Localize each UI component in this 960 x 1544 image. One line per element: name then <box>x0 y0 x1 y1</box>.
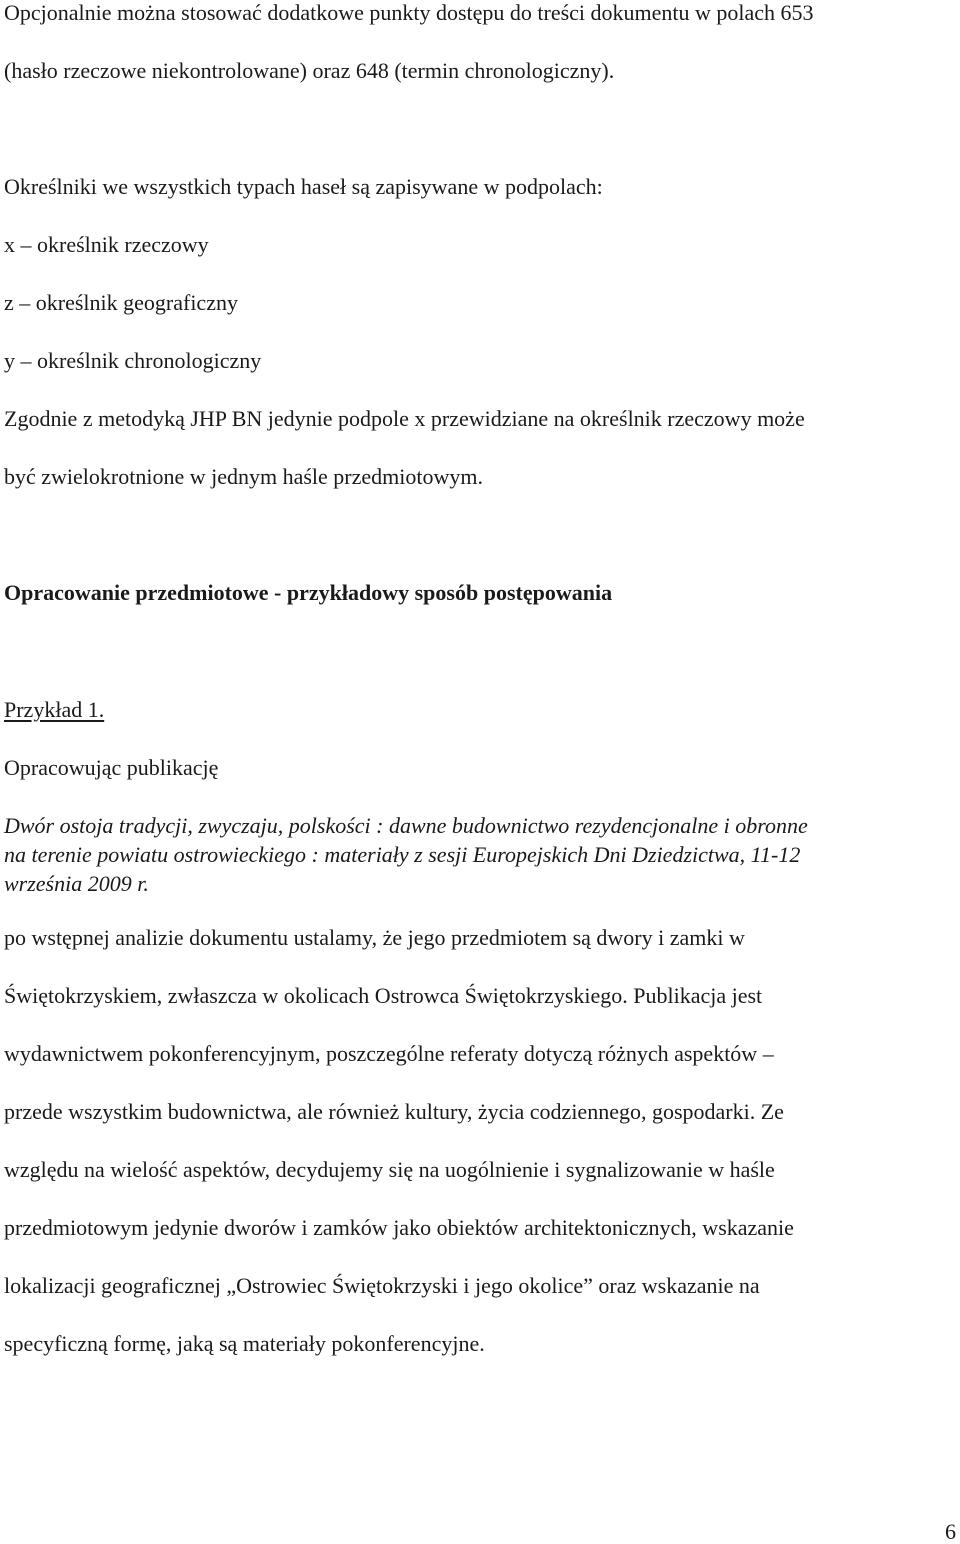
publication-title-line-1: Dwór ostoja tradycji, zwyczaju, polskości : dawne budownictwo rezydencjonalne i obronne <box>4 813 808 838</box>
section-heading: Opracowanie przedmiotowe - przykładowy sposób postępowania <box>4 580 613 605</box>
body-line-7: lokalizacji geograficznej „Ostrowiec Świętokrzyski i jego okolice” oraz wskazanie na <box>4 1273 760 1298</box>
body-line-1: po wstępnej analizie dokumentu ustalamy, że jego przedmiotem są dwory i zamki w <box>4 925 745 950</box>
publication-title-line-3: września 2009 r. <box>4 871 149 896</box>
determiner-item-z: z – określnik geograficzny <box>4 290 238 315</box>
determiner-item-x: x – określnik rzeczowy <box>4 232 209 257</box>
body-line-2: Świętokrzyskiem, zwłaszcza w okolicach Ostrowca Świętokrzyskiego. Publikacja jest <box>4 983 763 1008</box>
intro-line-2: (hasło rzeczowe niekontrolowane) oraz 648 (termin chronologiczny). <box>4 58 615 83</box>
body-line-3: wydawnictwem pokonferencyjnym, poszczególne referaty dotyczą różnych aspektów – <box>4 1041 774 1066</box>
determiners-note-line-2: być zwielokrotnione w jednym haśle przedmiotowym. <box>4 464 483 489</box>
example-intro: Opracowując publikację <box>4 755 219 780</box>
example-label: Przykład 1. <box>4 697 105 722</box>
body-line-6: przedmiotowym jedynie dworów i zamków jako obiektów architektonicznych, wskazanie <box>4 1215 794 1240</box>
page-number: 6 <box>945 1519 956 1544</box>
determiner-item-y: y – określnik chronologiczny <box>4 348 262 373</box>
intro-line-1: Opcjonalnie można stosować dodatkowe punkty dostępu do treści dokumentu w polach 653 <box>4 0 814 25</box>
publication-title-line-2: na terenie powiatu ostrowieckiego : materiały z sesji Europejskich Dni Dziedzictwa, 11-12 <box>4 842 801 867</box>
body-line-4: przede wszystkim budownictwa, ale również kultury, życia codziennego, gospodarki. Ze <box>4 1099 784 1124</box>
body-line-5: względu na wielość aspektów, decydujemy się na uogólnienie i sygnalizowanie w haśle <box>4 1157 775 1182</box>
body-line-8: specyficzną formę, jaką są materiały pokonferencyjne. <box>4 1331 485 1356</box>
determiners-lead: Określniki we wszystkich typach haseł są zapisywane w podpolach: <box>4 174 603 199</box>
determiners-note-line-1: Zgodnie z metodyką JHP BN jedynie podpole x przewidziane na określnik rzeczowy może <box>4 406 805 431</box>
